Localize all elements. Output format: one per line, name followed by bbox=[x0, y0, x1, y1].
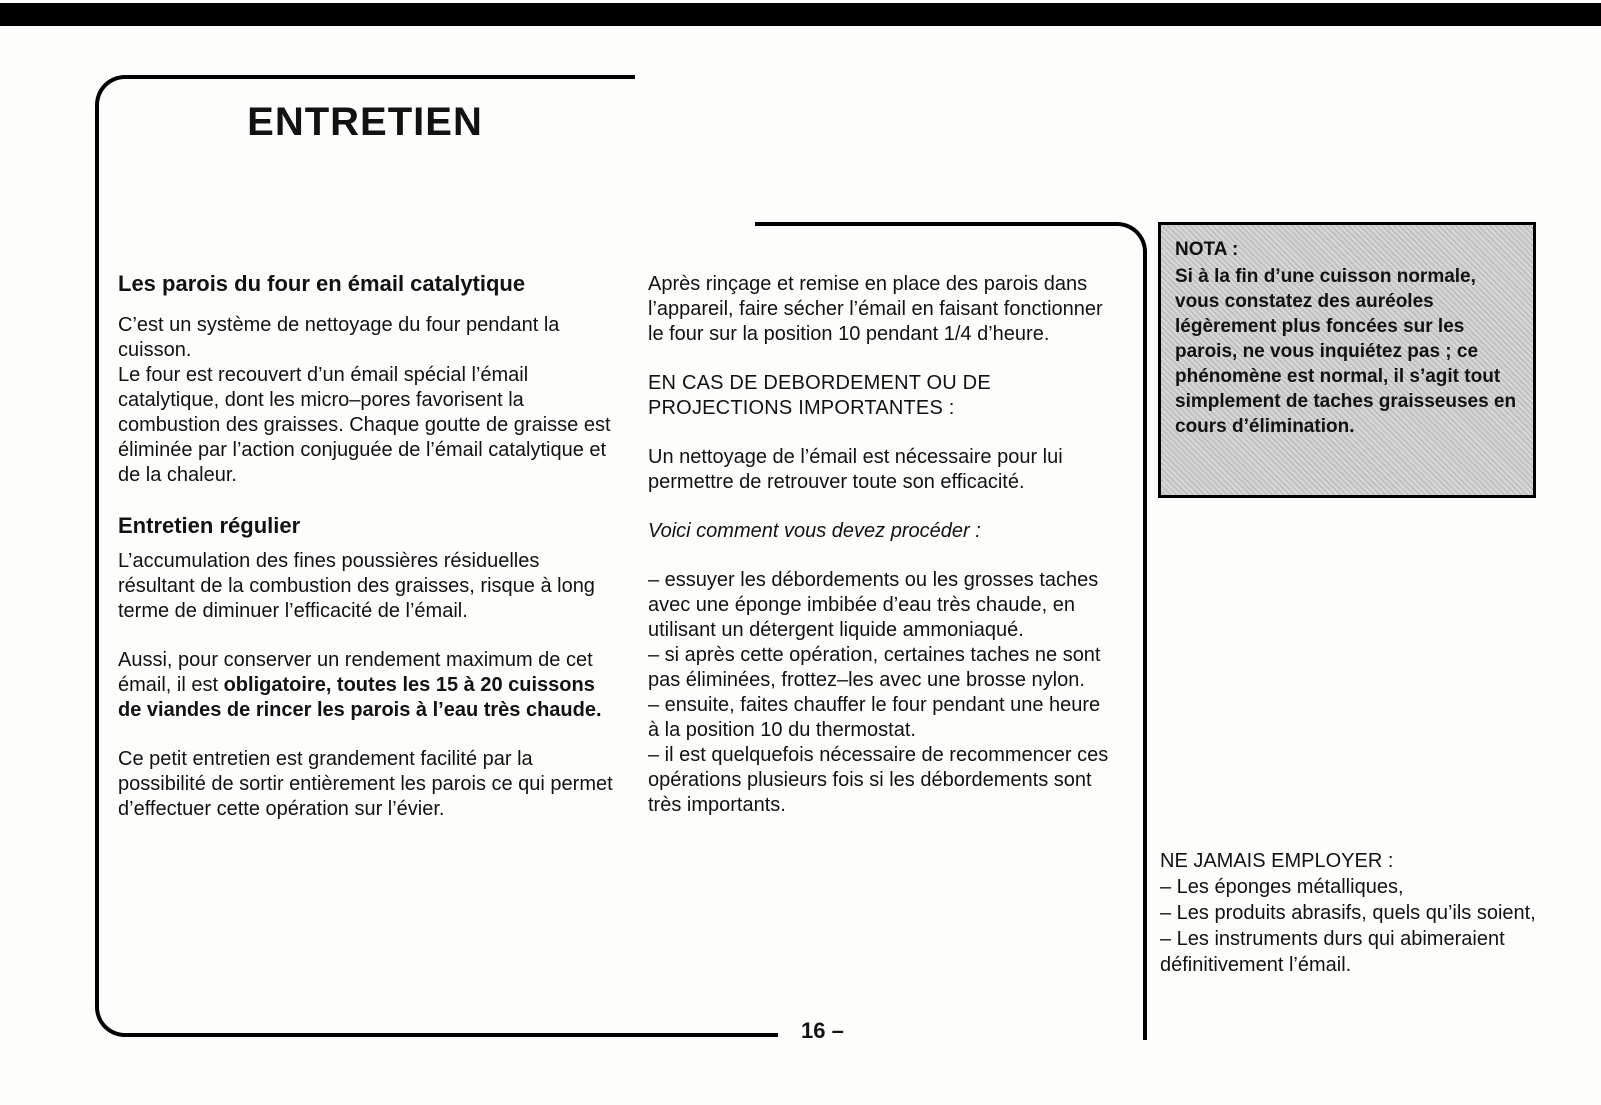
paragraph bbox=[118, 648, 618, 723]
never-use-title: NE JAMAIS EMPLOYER : bbox=[1160, 850, 1394, 872]
paragraph: L’accumulation des fines poussières résiduelles résultant de la combustion des graisses, risque à long terme de diminuer l’efficacité de l’émail. bbox=[118, 550, 595, 622]
paragraph: Après rinçage et remise en place des parois dans l’appareil, faire sécher l’émail en faisant fonctionner le four sur la position 10 pendant 1/4 d’heure. bbox=[648, 273, 1103, 345]
nota-box bbox=[1158, 222, 1536, 498]
page-number: 16 – bbox=[793, 1018, 852, 1044]
page-title: ENTRETIEN bbox=[247, 100, 483, 144]
list-item: – si après cette opération, certaines taches ne sont pas éliminées, frottez–les avec une brosse nylon. bbox=[648, 644, 1101, 691]
left-column bbox=[118, 270, 618, 846]
list-item: – ensuite, faites chauffer le four pendant une heure à la position 10 du thermostat. bbox=[648, 694, 1101, 741]
list-item: – Les éponges métalliques, bbox=[1160, 876, 1404, 898]
paragraph-bold-text: obligatoire, toutes les 15 à 20 cuissons de viandes de rincer les parois à l’eau très chaude. bbox=[118, 674, 602, 721]
paragraph: Un nettoyage de l’émail est nécessaire pour lui permettre de retrouver toute son efficacité. bbox=[648, 446, 1063, 493]
section-heading-entretien-regulier: Entretien régulier bbox=[118, 513, 301, 538]
paragraph-text: Aussi, pour conserver un rendement maximum de cet émail, il est bbox=[118, 649, 593, 696]
list-item: – Les produits abrasifs, quels qu’ils soient, bbox=[1160, 902, 1536, 924]
nota-body: Si à la fin d’une cuisson normale, vous constatez des auréoles légèrement plus foncées sur les parois, ne vous inquiétez pas ; ce phénomène est normal, il s’agit tout simplement de taches graisseuses en cours d’élimination. bbox=[1175, 266, 1517, 437]
middle-column bbox=[648, 272, 1116, 818]
never-use-block bbox=[1160, 848, 1580, 978]
list-item: – Les instruments durs qui abimeraient définitivement l’émail. bbox=[1160, 928, 1505, 976]
paragraph: Ce petit entretien est grandement facilité par la possibilité de sortir entièrement les parois ce qui permet d’effectuer cette opération sur l’évier. bbox=[118, 748, 613, 820]
nota-title: NOTA : bbox=[1175, 239, 1239, 260]
paragraph: C’est un système de nettoyage du four pendant la cuisson. bbox=[118, 314, 560, 361]
paragraph-italic: Voici comment vous devez procéder : bbox=[648, 520, 981, 542]
top-black-bar bbox=[0, 3, 1601, 26]
list-item: – il est quelquefois nécessaire de recommencer ces opérations plusieurs fois si les débordements sont très importants. bbox=[648, 744, 1109, 816]
paragraph: Le four est recouvert d’un émail spécial l’émail catalytique, dont les micro–pores favorisent la combustion des graisses. Chaque goutte de graisse est éliminée par l’action conjuguée de l’émail catalytique et de la chaleur. bbox=[118, 364, 611, 486]
section-heading-parois: Les parois du four en émail catalytique bbox=[118, 271, 526, 296]
paragraph-caps: EN CAS DE DEBORDEMENT OU DE PROJECTIONS IMPORTANTES : bbox=[648, 372, 991, 419]
list-item: – essuyer les débordements ou les grosses taches avec une éponge imbibée d’eau très chaude, en utilisant un détergent liquide ammoniaqué. bbox=[648, 569, 1099, 641]
